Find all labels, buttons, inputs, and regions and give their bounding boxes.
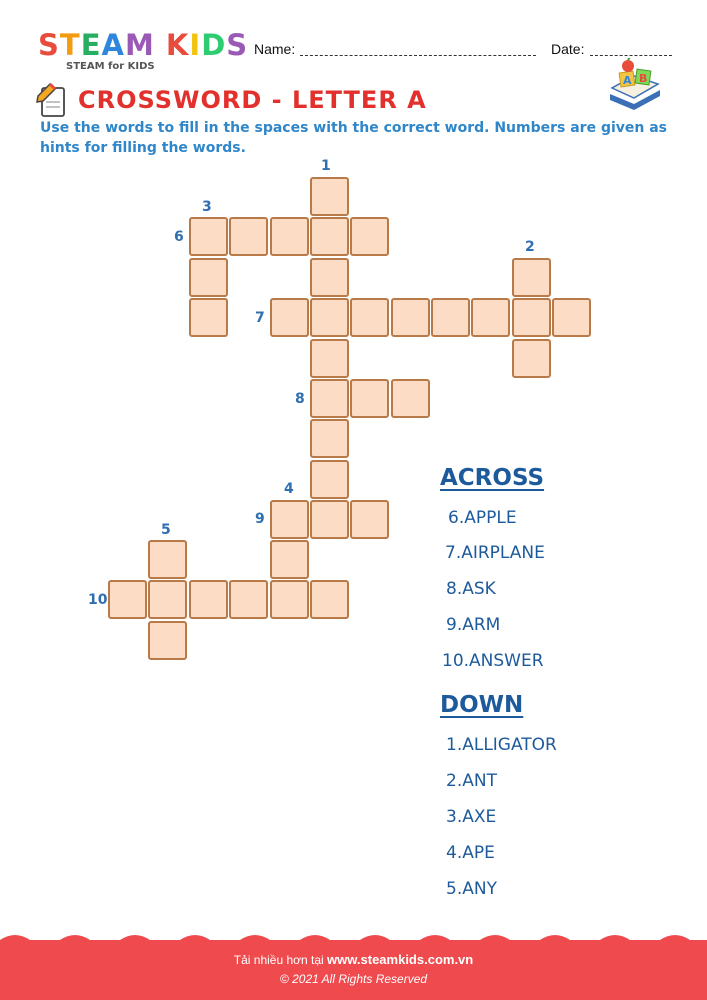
logo-wordmark — [38, 30, 248, 60]
crossword-cell[interactable] — [471, 298, 510, 337]
crossword-cell[interactable] — [391, 379, 430, 418]
page-title: CROSSWORD - LETTER A — [78, 86, 427, 114]
name-label: Name: — [254, 41, 296, 57]
worksheet-pencil-icon — [36, 82, 68, 118]
logo-letter: K — [165, 28, 190, 62]
steam-kids-logo — [38, 28, 249, 72]
logo-letter: E — [80, 28, 102, 62]
crossword-cell[interactable] — [310, 500, 349, 539]
crossword-cell[interactable] — [148, 621, 187, 660]
clue-number-9: 9 — [255, 511, 265, 527]
crossword-cell[interactable] — [189, 298, 228, 337]
logo-letter: I — [189, 28, 202, 62]
across-clue: 6.APPLE — [448, 508, 517, 528]
crossword-cell[interactable] — [310, 217, 349, 256]
crossword-cell[interactable] — [310, 379, 349, 418]
clue-number-7: 7 — [255, 310, 265, 326]
footer-download-line — [0, 952, 707, 967]
crossword-cell[interactable] — [310, 580, 349, 619]
svg-text:B: B — [639, 72, 648, 85]
instructions: Use the words to fill in the spaces with the correct word. Numbers are given as hints for filling the words. — [40, 120, 668, 156]
crossword-cell[interactable] — [270, 580, 309, 619]
crossword-cell[interactable] — [229, 217, 268, 256]
logo-letter: T — [59, 28, 81, 62]
logo-subtitle: STEAM for KIDS — [66, 61, 155, 72]
crossword-cell[interactable] — [108, 580, 147, 619]
clue-number-1: 1 — [321, 158, 331, 174]
crossword-cell[interactable] — [350, 298, 389, 337]
name-field[interactable] — [300, 55, 536, 56]
footer — [0, 940, 707, 1000]
crossword-cell[interactable] — [350, 500, 389, 539]
crossword-cell[interactable] — [512, 339, 551, 378]
across-clue: 8.ASK — [446, 579, 496, 599]
clue-number-8: 8 — [295, 391, 305, 407]
crossword-cell[interactable] — [350, 379, 389, 418]
crossword-cell[interactable] — [431, 298, 470, 337]
down-clue: 5.ANY — [446, 879, 497, 899]
crossword-cell[interactable] — [552, 298, 591, 337]
crossword-cell[interactable] — [310, 177, 349, 216]
clue-number-6: 6 — [174, 229, 184, 245]
crossword-cell[interactable] — [512, 298, 551, 337]
down-heading: DOWN — [440, 692, 524, 718]
logo-letter — [155, 30, 166, 60]
logo-letter: A — [101, 28, 125, 62]
clue-number-4: 4 — [284, 481, 294, 497]
crossword-cell[interactable] — [270, 298, 309, 337]
svg-text:A: A — [623, 74, 632, 87]
down-clue: 2.ANT — [446, 771, 497, 791]
down-clue: 4.APE — [446, 843, 495, 863]
crossword-cell[interactable] — [270, 540, 309, 579]
logo-letter: S — [38, 28, 60, 62]
date-label: Date: — [551, 41, 585, 57]
crossword-cell[interactable] — [310, 460, 349, 499]
clue-number-10: 10 — [88, 592, 108, 608]
footer-copyright: © 2021 All Rights Reserved — [279, 972, 428, 986]
crossword-cell[interactable] — [310, 298, 349, 337]
logo-letter: D — [201, 28, 227, 62]
across-heading: ACROSS — [440, 465, 545, 491]
date-field[interactable] — [590, 55, 672, 56]
clue-number-3: 3 — [202, 199, 212, 215]
crossword-cell[interactable] — [270, 217, 309, 256]
crossword-cell[interactable] — [310, 339, 349, 378]
crossword-cell[interactable] — [229, 580, 268, 619]
crossword-cell[interactable] — [189, 217, 228, 256]
logo-letter: S — [226, 28, 249, 62]
crossword-cell[interactable] — [391, 298, 430, 337]
down-clue: 3.AXE — [446, 807, 497, 827]
crossword-cell[interactable] — [189, 580, 228, 619]
footer-prefix: Tải nhiều hơn tại — [233, 953, 324, 967]
crossword-cell[interactable] — [512, 258, 551, 297]
clue-number-2: 2 — [525, 239, 535, 255]
footer-site-link[interactable]: www.steamkids.com.vn — [327, 952, 474, 967]
across-clue: 7.AIRPLANE — [445, 543, 545, 563]
across-clue: 9.ARM — [446, 615, 501, 635]
crossword-cell[interactable] — [310, 419, 349, 458]
logo-letter: M — [124, 28, 155, 62]
crossword-cell[interactable] — [270, 500, 309, 539]
crossword-cell[interactable] — [310, 258, 349, 297]
crossword-cell[interactable] — [148, 580, 187, 619]
across-clue: 10.ANSWER — [442, 651, 544, 671]
crossword-cell[interactable] — [350, 217, 389, 256]
crossword-cell[interactable] — [189, 258, 228, 297]
down-clue: 1.ALLIGATOR — [446, 735, 557, 755]
clue-number-5: 5 — [161, 522, 171, 538]
crossword-cell[interactable] — [148, 540, 187, 579]
abc-book-icon — [604, 58, 664, 114]
